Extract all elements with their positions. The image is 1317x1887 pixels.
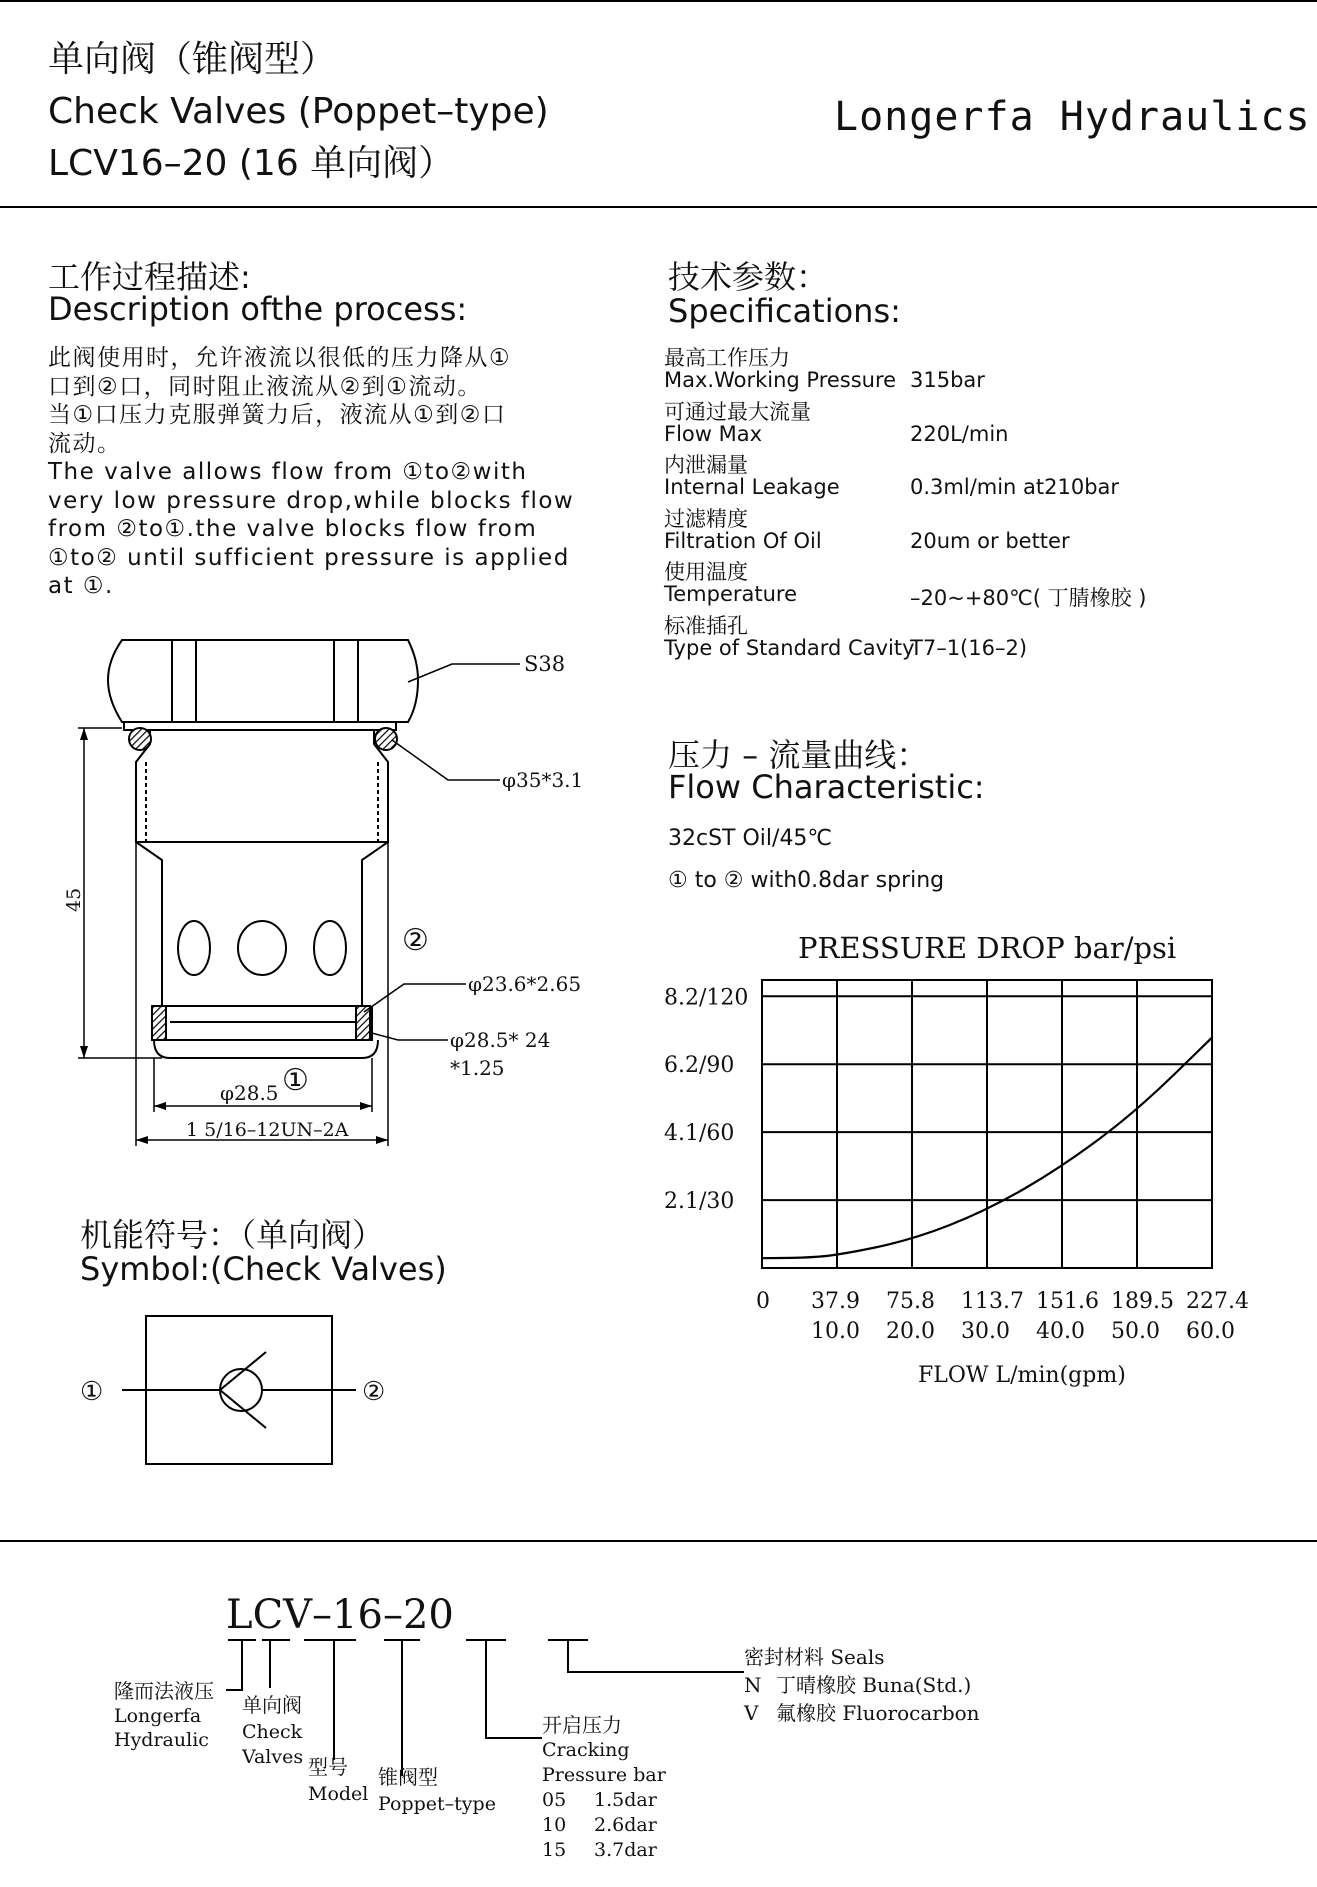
spec-value: 0.3ml/min at210bar xyxy=(910,475,1120,499)
spec-value: –20~+80℃( 丁腈橡胶 ) xyxy=(910,586,1147,610)
height-dimension: 45 xyxy=(63,887,85,912)
description-line: ①to② until sufficient pressure is applied xyxy=(48,544,570,571)
center-port xyxy=(238,921,286,975)
oring-top-right xyxy=(375,728,397,750)
spec-label-cn: 最高工作压力 xyxy=(664,346,790,370)
flow-spring-condition: ① to ② with0.8dar spring xyxy=(668,868,945,893)
description-heading-en: Description ofthe process: xyxy=(48,290,468,328)
maker-en2: Hydraulic xyxy=(114,1729,209,1751)
chart-x-tick-gpm: 50.0 xyxy=(1111,1319,1160,1344)
chart-x-tick-lpm: 113.7 xyxy=(961,1289,1024,1314)
title-model: LCV16–20 (16 单向阀） xyxy=(48,143,455,184)
chart-x-tick-gpm: 60.0 xyxy=(1186,1319,1235,1344)
oring-bottom-right xyxy=(356,1006,370,1040)
check-valve-symbol xyxy=(122,1316,356,1464)
hex-nut xyxy=(108,640,418,722)
flow-heading-en: Flow Characteristic: xyxy=(668,768,985,806)
spec-label-cn: 标准插孔 xyxy=(664,613,748,638)
spec-label-cn: 使用温度 xyxy=(664,560,748,584)
oring-bottom-left xyxy=(152,1006,166,1040)
spec-value: 315bar xyxy=(910,368,985,392)
cracking-code: 15 xyxy=(542,1839,567,1861)
model-cn: 型号 xyxy=(308,1755,348,1779)
chart-x-tick-lpm: 227.4 xyxy=(1186,1289,1249,1314)
chart-title: PRESSURE DROP bar/psi xyxy=(798,931,1177,965)
seal-value: 氟橡胶 Fluorocarbon xyxy=(776,1701,980,1725)
description-line: very low pressure drop,while blocks flow xyxy=(48,487,575,514)
title-cn: 单向阀（锥阀型） xyxy=(48,39,337,80)
description-line: 口到②口，同时阻止液流从②到①流动。 xyxy=(48,373,482,400)
spec-label-en: Filtration Of Oil xyxy=(664,528,822,553)
maker-en1: Longerfa xyxy=(114,1705,202,1727)
chart-x-tick-lpm: 75.8 xyxy=(886,1289,935,1314)
cracking-value: 1.5dar xyxy=(594,1789,657,1811)
diameter-dimension: φ28.5 xyxy=(220,1081,279,1105)
cracking-value: 2.6dar xyxy=(594,1814,657,1836)
model-code: LCV–16–20 xyxy=(226,1592,454,1638)
chart-x-tick-gpm: 30.0 xyxy=(961,1319,1010,1344)
seal-code: N xyxy=(744,1673,762,1697)
symbol-heading-en: Symbol:(Check Valves) xyxy=(80,1250,447,1288)
cracking-en2: Pressure bar xyxy=(542,1764,666,1786)
oring2-label: φ23.6*2.65 xyxy=(468,972,582,996)
symbol-port1: ① xyxy=(80,1377,104,1407)
flange xyxy=(124,722,396,730)
oring1-label: φ35*3.1 xyxy=(502,768,584,792)
cracking-en1: Cracking xyxy=(542,1739,630,1761)
cracking-code: 10 xyxy=(542,1814,567,1836)
cracking-value: 3.7dar xyxy=(594,1839,657,1861)
cracking-code: 05 xyxy=(542,1789,567,1811)
model-en: Model xyxy=(308,1783,369,1805)
side-port xyxy=(314,921,346,975)
oring3b-label: *1.25 xyxy=(450,1056,505,1080)
chart-x-tick-gpm: 10.0 xyxy=(811,1319,860,1344)
spec-label-en: Max.Working Pressure xyxy=(664,368,897,392)
description-line: 流动。 xyxy=(48,430,122,457)
port2-label: ② xyxy=(402,923,429,958)
description-line: 当①口压力克服弹簧力后，液流从①到②口 xyxy=(48,402,507,428)
spec-label-cn: 内泄漏量 xyxy=(664,453,748,477)
spec-label-en: Internal Leakage xyxy=(664,475,840,499)
body-lower xyxy=(136,842,388,1006)
spec-label-cn: 过滤精度 xyxy=(664,506,748,531)
spec-value: 220L/min xyxy=(910,421,1009,446)
seal-code: V xyxy=(744,1701,759,1725)
flow-oil-condition: 32cST Oil/45℃ xyxy=(668,826,833,851)
symbol-port2: ② xyxy=(362,1377,386,1407)
chart-y-tick: 6.2/90 xyxy=(664,1053,735,1079)
description-line: from ②to①.the valve blocks flow from xyxy=(48,516,538,542)
spec-label-en: Temperature xyxy=(664,582,798,606)
maker-cn: 隆而法液压 xyxy=(114,1679,214,1703)
cracking-cn: 开启压力 xyxy=(542,1713,622,1737)
chart-x-tick-gpm: 20.0 xyxy=(886,1319,935,1344)
model-code-diagram xyxy=(226,1640,744,1776)
spec-value: T7–1(16–2) xyxy=(910,635,1028,660)
specs-heading-en: Specifications: xyxy=(668,292,901,330)
chart-x-tick-gpm: 40.0 xyxy=(1036,1319,1085,1344)
chart-x-tick-lpm: 37.9 xyxy=(811,1289,860,1314)
oring3-label: φ28.5* 24 xyxy=(450,1028,551,1052)
pressure-drop-chart xyxy=(664,931,1249,1388)
poppet-en: Poppet–type xyxy=(378,1793,496,1815)
description-line: The valve allows flow from ①to②with xyxy=(48,459,528,485)
chart-y-tick: 4.1/60 xyxy=(664,1121,735,1147)
oring-top-left xyxy=(129,728,151,750)
specs-heading-cn: 技术参数： xyxy=(668,258,829,296)
description-heading-cn: 工作过程描述: xyxy=(48,258,251,296)
type-en2: Valves xyxy=(242,1746,304,1768)
seal-value: 丁晴橡胶 Buna(Std.) xyxy=(776,1673,972,1697)
port1-label: ① xyxy=(282,1063,309,1098)
spec-label-en: Type of Standard Cavity xyxy=(664,635,915,660)
flow-heading-cn: 压力 – 流量曲线： xyxy=(668,736,929,774)
title-en: Check Valves (Poppet–type) xyxy=(48,91,549,132)
chart-x-tick-lpm: 151.6 xyxy=(1036,1289,1099,1314)
poppet-cn: 锥阀型 xyxy=(378,1765,438,1789)
hex-size-label: S38 xyxy=(524,652,566,676)
chart-x-label: FLOW L/min(gpm) xyxy=(918,1363,1126,1388)
spec-label-en: Flow Max xyxy=(664,421,763,446)
spec-label-cn: 可通过最大流量 xyxy=(664,399,811,424)
thread-dimension: 1 5/16–12UN–2A xyxy=(186,1119,349,1141)
body-upper xyxy=(136,730,388,842)
side-port xyxy=(178,921,210,975)
chart-y-tick: 2.1/30 xyxy=(664,1189,735,1215)
description-line: at ①. xyxy=(48,573,114,599)
chart-x-tick-lpm: 0 xyxy=(756,1289,770,1314)
spec-value: 20um or better xyxy=(910,528,1070,553)
seals-title: 密封材料 Seals xyxy=(744,1645,885,1669)
chart-x-tick-lpm: 189.5 xyxy=(1111,1289,1174,1314)
brand-name: Longerfa Hydraulics xyxy=(834,94,1311,140)
description-line: 此阀使用时，允许液流以很低的压力降从① xyxy=(48,345,512,371)
type-cn: 单向阀 xyxy=(242,1693,302,1717)
type-en1: Check xyxy=(242,1721,303,1743)
chart-y-tick: 8.2/120 xyxy=(664,985,749,1011)
symbol-heading-cn: 机能符号：（单向阀） xyxy=(80,1216,385,1254)
